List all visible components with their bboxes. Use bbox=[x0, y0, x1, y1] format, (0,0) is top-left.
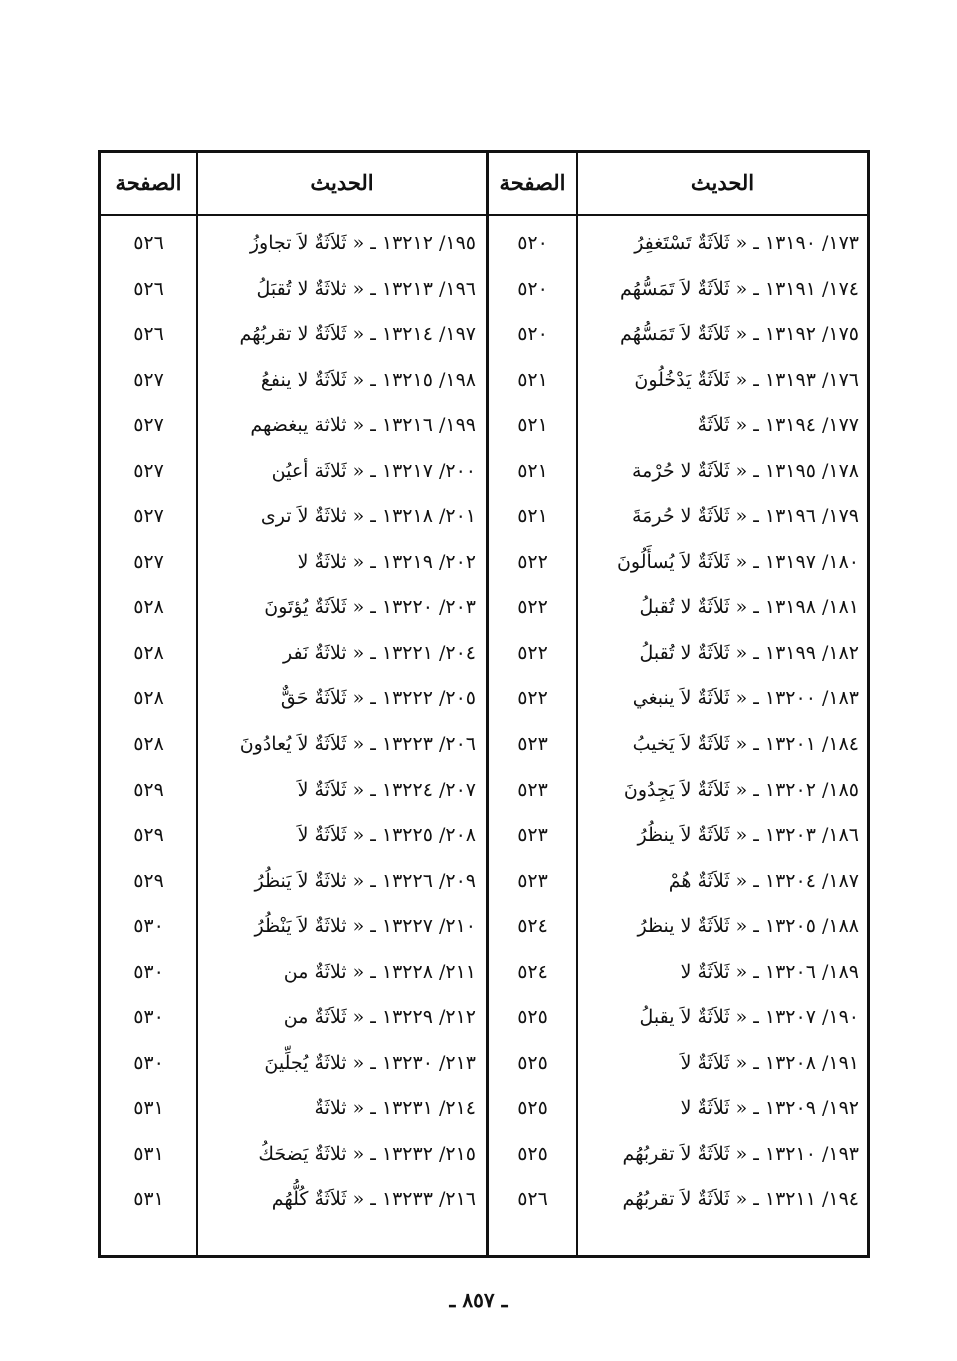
table-row bbox=[101, 585, 867, 631]
table-row bbox=[101, 1041, 867, 1087]
table-row bbox=[101, 904, 867, 950]
entry-page-left: ٥٢٦ bbox=[133, 323, 164, 346]
entry-hadith-right: ١٨٩/ ١٣٢٠٦ ـ « ثَلاَثَةٌ لا bbox=[680, 960, 859, 983]
entry-hadith-left: ٢٠٣/ ١٣٢٢٠ ـ « ثَلاَثَةٌ يُؤتَونَ bbox=[264, 596, 476, 619]
entry-hadith-right: ١٩٢/ ١٣٢٠٩ ـ « ثَلاَثَةٌ لا bbox=[680, 1097, 859, 1120]
entry-hadith-left: ٢١٦/ ١٣٢٣٣ ـ « ثَلاَثَةٌ كُلُّهُم bbox=[271, 1188, 476, 1211]
entry-page-left: ٥٢٨ bbox=[133, 596, 164, 619]
table-row bbox=[101, 1132, 867, 1178]
table-row bbox=[101, 995, 867, 1041]
table-row bbox=[101, 221, 867, 267]
header-page-left: الصفحة bbox=[115, 170, 182, 195]
entry-hadith-left: ٢٠٠/ ١٣٢١٧ ـ « ثَلاثَة أعيُن bbox=[271, 459, 476, 482]
entry-hadith-left: ١٩٥/ ١٣٢١٢ ـ « ثَلاَثَةٌ لاَ تجاوزُ bbox=[249, 232, 476, 254]
entry-page-left: ٥٢٨ bbox=[133, 687, 164, 710]
entry-hadith-right: ١٩١/ ١٣٢٠٨ ـ « ثَلاَثَةٌ لاَ bbox=[680, 1051, 859, 1074]
entry-page-right: ٥٢٠ bbox=[517, 277, 548, 300]
entry-page-left: ٥٢٦ bbox=[133, 277, 164, 300]
entry-page-right: ٥٢٢ bbox=[517, 596, 548, 619]
entry-page-right: ٥٢١ bbox=[517, 459, 548, 482]
header-divider bbox=[101, 214, 867, 216]
entry-hadith-right: ١٩٣/ ١٣٢١٠ ـ « ثَلاَثَةٌ لاَ تقربُهُم bbox=[622, 1142, 859, 1165]
entry-page-left: ٥٢٨ bbox=[133, 733, 164, 756]
table-row bbox=[101, 722, 867, 768]
header-page-right: الصفحة bbox=[499, 170, 566, 195]
header-hadith-right: الحديث bbox=[690, 170, 755, 195]
entry-hadith-left: ٢٠٨/ ١٣٢٢٥ ـ « ثَلاَثَةٌ لاَ bbox=[297, 824, 476, 847]
entry-page-left: ٥٢٨ bbox=[133, 641, 164, 664]
entry-hadith-right: ١٨٧/ ١٣٢٠٤ ـ « ثَلاَثَةٌ هُمْ bbox=[668, 869, 859, 892]
entry-hadith-right: ١٧٤/ ١٣١٩١ ـ « ثَلاَثَةٌ لاَ تَمَسُّهُم bbox=[619, 277, 859, 300]
entry-hadith-left: ١٩٨/ ١٣٢١٥ ـ « ثَلاَثَةٌ لا ينفعُ bbox=[260, 368, 476, 391]
entry-hadith-right: ١٨٤/ ١٣٢٠١ ـ « ثَلاَثَةٌ لاَ يَخيبُ bbox=[632, 733, 859, 756]
index-table bbox=[98, 150, 870, 1258]
entry-hadith-left: ٢١١/ ١٣٢٢٨ ـ « ثلاثَةٌ من bbox=[283, 960, 476, 983]
header-hadith-left: الحديث bbox=[310, 170, 374, 195]
entry-page-right: ٥٢١ bbox=[517, 368, 548, 391]
entry-page-right: ٥٢١ bbox=[517, 414, 548, 437]
entry-page-left: ٥٣١ bbox=[133, 1188, 164, 1211]
entry-hadith-right: ١٧٣/ ١٣١٩٠ ـ « ثَلاَثَةٌ تَسْتَغفِرُ bbox=[634, 232, 859, 254]
entry-page-right: ٥٢٠ bbox=[517, 232, 548, 254]
entry-hadith-right: ١٨٢/ ١٣١٩٩ ـ « ثَلاَثَةٌ لا تُقبلُ bbox=[639, 641, 859, 664]
table-row bbox=[101, 403, 867, 449]
entry-hadith-right: ١٨٣/ ١٣٢٠٠ ـ « ثَلاَثَةٌ لاَ ينبغي bbox=[632, 687, 859, 710]
entry-page-right: ٥٢٦ bbox=[517, 1188, 548, 1211]
entry-hadith-right: ١٧٧/ ١٣١٩٤ ـ « ثَلاَثَةٌ bbox=[697, 414, 859, 437]
table-body bbox=[101, 221, 867, 1223]
entry-hadith-right: ١٨٨/ ١٣٢٠٥ ـ « ثَلاَثَةٌ لا ينظرُ bbox=[637, 915, 859, 938]
entry-page-left: ٥٢٦ bbox=[133, 232, 164, 254]
entry-page-right: ٥٢٤ bbox=[517, 915, 548, 938]
entry-page-left: ٥٢٧ bbox=[133, 459, 164, 482]
entry-page-right: ٥٢٢ bbox=[517, 641, 548, 664]
entry-page-left: ٥٣١ bbox=[133, 1097, 164, 1120]
entry-page-right: ٥٢٢ bbox=[517, 687, 548, 710]
entry-hadith-left: ٢٠١/ ١٣٢١٨ ـ « ثلاثَةٌ لاَ ترى bbox=[260, 505, 476, 528]
table-row bbox=[101, 267, 867, 313]
entry-hadith-right: ١٨٠/ ١٣١٩٧ ـ « ثَلاَثَةٌ لاَ يُسأَلُونَ bbox=[616, 550, 859, 573]
entry-page-right: ٥٢٥ bbox=[517, 1006, 548, 1029]
entry-hadith-left: ١٩٩/ ١٣٢١٦ ـ « ثلاثة يبغضهم bbox=[250, 414, 476, 437]
entry-page-left: ٥٢٩ bbox=[133, 778, 164, 801]
entry-hadith-right: ١٨٥/ ١٣٢٠٢ ـ « ثَلاَثَةٌ لاَ يَجِدُونَ bbox=[623, 778, 859, 801]
table-row bbox=[101, 859, 867, 905]
entry-hadith-left: ٢٠٩/ ١٣٢٢٦ ـ « ثلاثَةٌ لاَ يَنظُرُ bbox=[254, 869, 476, 892]
table-row bbox=[101, 1086, 867, 1132]
table-row bbox=[101, 449, 867, 495]
entry-hadith-left: ١٩٧/ ١٣٢١٤ ـ « ثَلاَثَةٌ لا تقربُهُم bbox=[239, 323, 476, 346]
table-row bbox=[101, 631, 867, 677]
entry-page-right: ٥٢٥ bbox=[517, 1142, 548, 1165]
entry-page-left: ٥٣٠ bbox=[133, 915, 164, 938]
entry-page-left: ٥٣٠ bbox=[133, 1051, 164, 1074]
entry-page-right: ٥٢١ bbox=[517, 505, 548, 528]
entry-page-right: ٥٢٢ bbox=[517, 550, 548, 573]
entry-page-left: ٥٢٧ bbox=[133, 368, 164, 391]
entry-hadith-left: ٢٠٦/ ١٣٢٢٣ ـ « ثَلاَثَةٌ لاَ يُعادُونَ bbox=[239, 733, 476, 756]
entry-page-left: ٥٢٩ bbox=[133, 869, 164, 892]
entry-hadith-left: ٢٠٥/ ١٣٢٢٢ ـ « ثَلاَثَةٌ حَقٌّ bbox=[280, 687, 476, 710]
entry-hadith-left: ٢٠٧/ ١٣٢٢٤ ـ « ثَلاَثَةٌ لاَ bbox=[297, 778, 476, 801]
entry-hadith-right: ١٧٦/ ١٣١٩٣ ـ « ثَلاَثَةٌ يَدْخُلُونَ bbox=[634, 368, 859, 391]
table-row bbox=[101, 950, 867, 996]
entry-page-left: ٥٢٧ bbox=[133, 505, 164, 528]
entry-page-left: ٥٣٠ bbox=[133, 1006, 164, 1029]
entry-hadith-right: ١٨٦/ ١٣٢٠٣ ـ « ثَلاَثَةٌ لاَ ينظُرُ bbox=[637, 824, 859, 847]
page-number: ـ ٨٥٧ ـ bbox=[449, 1288, 508, 1312]
entry-hadith-left: ٢١٠/ ١٣٢٢٧ ـ « ثلاثَةٌ لاَ يَنْظُرُ bbox=[254, 915, 476, 938]
table-row bbox=[101, 494, 867, 540]
entry-hadith-left: ٢١٥/ ١٣٢٣٢ ـ « ثلاثَةٌ يَضحَكُ bbox=[258, 1142, 476, 1165]
entry-page-right: ٥٢٣ bbox=[517, 778, 548, 801]
entry-page-right: ٥٢٥ bbox=[517, 1097, 548, 1120]
table-row bbox=[101, 768, 867, 814]
entry-page-left: ٥٢٩ bbox=[133, 824, 164, 847]
entry-page-left: ٥٢٧ bbox=[133, 550, 164, 573]
entry-hadith-left: ٢١٣/ ١٣٢٣٠ ـ « ثلاثَةٌ يُجلِّينَ bbox=[264, 1051, 476, 1074]
table-row bbox=[101, 540, 867, 586]
entry-page-right: ٥٢٣ bbox=[517, 733, 548, 756]
entry-hadith-right: ١٩٤/ ١٣٢١١ ـ « ثَلاَثَةٌ لاَ تقربُهُم bbox=[622, 1188, 859, 1211]
entry-hadith-right: ١٩٠/ ١٣٢٠٧ ـ « ثَلاَثَةٌ لاَ يقبلُ bbox=[639, 1006, 859, 1029]
entry-page-right: ٥٢٠ bbox=[517, 323, 548, 346]
entry-hadith-left: ٢٠٢/ ١٣٢١٩ ـ « ثلاثَةٌ لا bbox=[297, 550, 476, 573]
table-row bbox=[101, 358, 867, 404]
entry-hadith-left: ٢١٤/ ١٣٢٣١ ـ « ثلاثَةٌ bbox=[314, 1097, 476, 1120]
entry-hadith-right: ١٨١/ ١٣١٩٨ ـ « ثَلاَثَةٌ لا تُقبلُ bbox=[639, 596, 859, 619]
entry-page-right: ٥٢٣ bbox=[517, 824, 548, 847]
entry-page-right: ٥٢٣ bbox=[517, 869, 548, 892]
entry-hadith-left: ٢١٢/ ١٣٢٢٩ ـ « ثَلاَثَةٌ من bbox=[283, 1006, 476, 1029]
entry-page-right: ٥٢٥ bbox=[517, 1051, 548, 1074]
table-row bbox=[101, 813, 867, 859]
entry-hadith-right: ١٧٥/ ١٣١٩٢ ـ « ثَلاَثَةٌ لاَ تَمَسُّهُم bbox=[619, 323, 859, 346]
table-row bbox=[101, 312, 867, 358]
entry-page-right: ٥٢٤ bbox=[517, 960, 548, 983]
entry-hadith-right: ١٧٨/ ١٣١٩٥ ـ « ثَلاَثَةٌ لا حُرْمة bbox=[631, 459, 859, 482]
entry-page-left: ٥٢٧ bbox=[133, 414, 164, 437]
entry-page-left: ٥٣١ bbox=[133, 1142, 164, 1165]
entry-hadith-left: ٢٠٤/ ١٣٢٢١ ـ « ثلاثَةٌ نَفر bbox=[283, 641, 476, 664]
entry-page-left: ٥٣٠ bbox=[133, 960, 164, 983]
table-row bbox=[101, 676, 867, 722]
entry-hadith-right: ١٧٩/ ١٣١٩٦ ـ « ثَلاَثَةٌ لا حُرمَةَ bbox=[631, 505, 859, 528]
table-row bbox=[101, 1177, 867, 1223]
entry-hadith-left: ١٩٦/ ١٣٢١٣ ـ « ثلاثَةٌ لا تُقبَلُ bbox=[256, 277, 476, 300]
